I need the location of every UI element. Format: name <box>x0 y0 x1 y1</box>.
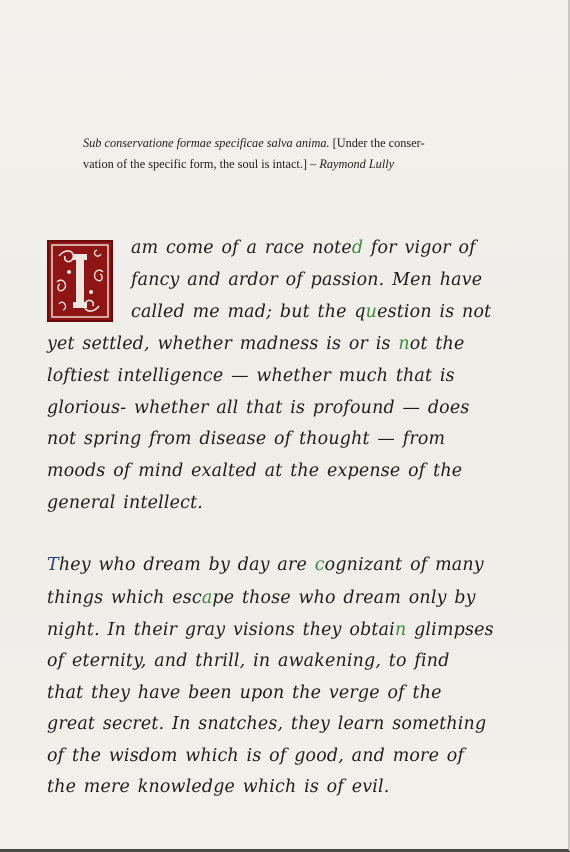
p2-line-4: of eternity, and thrill, in awakening, to find <box>47 651 450 671</box>
p2-line-2: things which escape those who dream only by <box>47 588 476 608</box>
p2-line-7: of the wisdom which is of good, and more of <box>47 746 465 766</box>
p1-line-4: yet settled, whether madness is or is not the <box>47 334 465 354</box>
epigraph-latin: Sub conservatione formae specificae salva anima. <box>83 136 330 150</box>
p2-line-1: They who dream by day are cognizant of many <box>47 555 484 575</box>
epigraph-translation-cont: vation of the specific form, the soul is intact.] – <box>83 156 320 171</box>
p2-line-6: great secret. In snatches, they learn something <box>47 714 487 734</box>
p1-line-2: fancy and ardor of passion. Men have <box>131 270 483 290</box>
p1-line-1: am come of a race noted for vigor of <box>131 238 476 258</box>
p1-line-7: not spring from disease of thought — from <box>47 429 446 449</box>
dropcap-ornament-icon <box>49 242 111 320</box>
p1-line-3: called me mad; but the question is not <box>131 302 492 322</box>
epigraph <box>83 133 503 174</box>
p2-line-3: night. In their gray visions they obtain glimpses <box>47 620 494 640</box>
p1-line-8: moods of mind exalted at the expense of the <box>47 461 463 481</box>
epigraph-author: Raymond Lully <box>319 156 395 171</box>
dropcap-letter <box>47 240 113 322</box>
p2-line-8: the mere knowledge which is of evil. <box>47 777 390 797</box>
p1-line-6: glorious- whether all that is profound — does <box>47 398 470 418</box>
p1-line-9: general intellect. <box>47 493 204 513</box>
p2-line-5: that they have been upon the verge of the <box>47 683 442 703</box>
epigraph-translation: [Under the conser- <box>329 136 425 150</box>
p1-line-5: loftiest intelligence — whether much that is <box>47 366 455 386</box>
